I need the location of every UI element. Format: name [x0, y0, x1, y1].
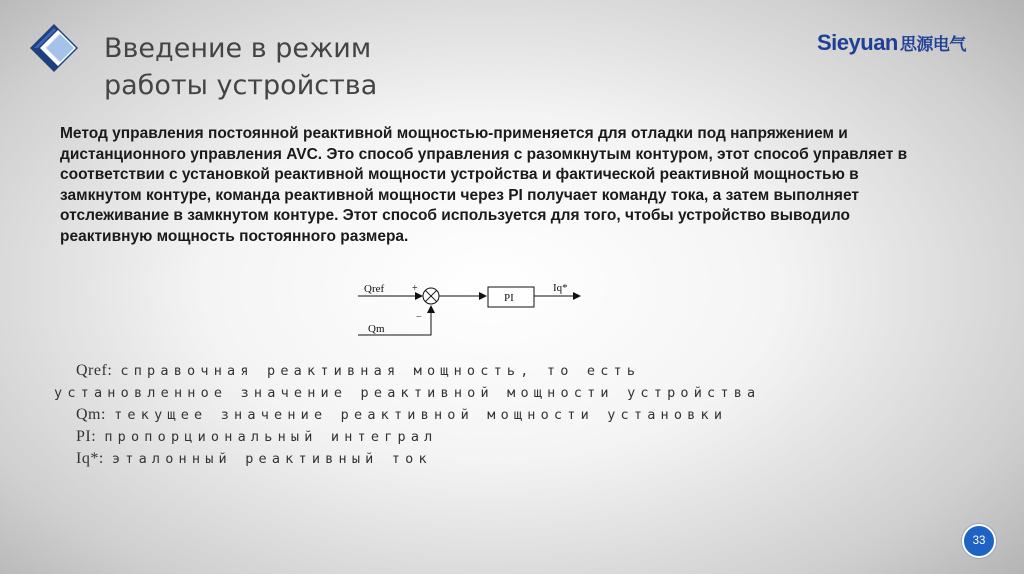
legend-row-iq — [54, 448, 974, 470]
symbol-legend — [54, 360, 974, 470]
brand-logo — [817, 30, 966, 56]
legend-term: PI: — [76, 428, 97, 445]
legend-definition: пропорциональный интеграл — [104, 429, 438, 445]
legend-definition: текущее значение реактивной мощности установки — [114, 407, 728, 423]
legend-definition: эталонный реактивный ток — [111, 451, 432, 467]
legend-row-qm — [54, 404, 974, 426]
legend-definition: справочная реактивная мощность, то есть — [120, 363, 641, 379]
legend-row-continuation — [54, 382, 974, 404]
control-block-diagram — [350, 270, 590, 340]
body-paragraph: Метод управления постоянной реактивной мощностью-применяется для отладки под напряжением и дистанционного управления AVC. Это способ управления с разомкнутым контуром, этот способ управляет в соответствии с установкой реактивной мощности устройства и фактической реактивной мощностью в замкнутом контуре, команда реактивной мощности через PI получает команду тока, а затем выполняет отслеживание в замкнутом контуре. Этот способ используется для того, чтобы устройство выводило реактивную мощность постоянного размера. — [60, 125, 908, 245]
legend-definition: установленное значение реактивной мощности устройства — [54, 385, 761, 401]
minus-sign: − — [416, 312, 422, 323]
title-line-2: работы устройства — [104, 70, 378, 101]
legend-row-pi — [54, 426, 974, 448]
title-line-1: Введение в режим — [104, 33, 372, 64]
feedback-label-qm: Qm — [368, 323, 385, 335]
pi-block-label: PI — [504, 292, 514, 304]
plus-sign: + — [412, 283, 418, 294]
summing-junction-icon — [423, 288, 439, 304]
output-label-iq: Iq* — [553, 282, 568, 294]
logo-diamond-icon — [26, 20, 90, 76]
legend-term: Qref: — [76, 362, 113, 379]
legend-term: Qm: — [76, 406, 106, 423]
page-title — [104, 30, 377, 104]
input-label-qref: Qref — [364, 283, 385, 295]
legend-term: Iq*: — [76, 450, 104, 467]
page-number-badge: 33 — [962, 524, 996, 558]
brand-name: Sieyuan — [817, 30, 898, 55]
legend-row-qref — [54, 360, 974, 382]
brand-name-cjk: 思源电气 — [899, 35, 966, 54]
